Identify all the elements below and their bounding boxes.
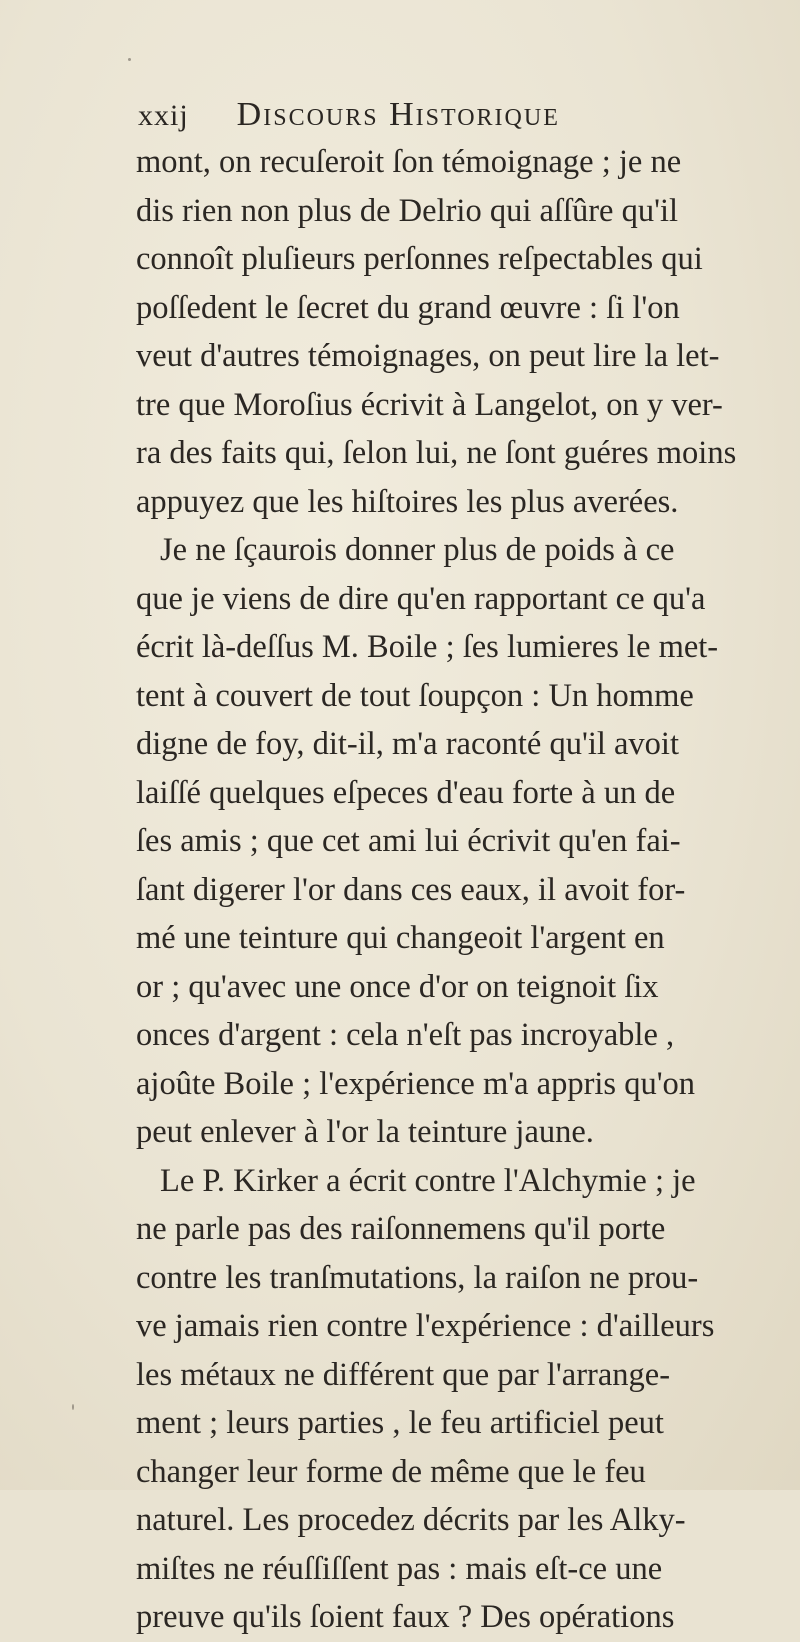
running-head: Discours Historique: [236, 96, 560, 133]
text-line: peut enlever à l'or la teinture jaune.: [136, 1114, 594, 1150]
text-line: veut d'autres témoignages, on peut lire la let-: [136, 338, 720, 374]
text-line: mé une teinture qui changeoit l'argent en: [136, 920, 665, 956]
text-line: ſes amis ; que cet ami lui écrivit qu'en fai-: [136, 823, 681, 859]
text-line: changer leur forme de même que le feu: [136, 1453, 646, 1490]
text-line: miſtes ne réuſſiſſent pas : mais eſt-ce une: [136, 1550, 663, 1587]
text-line: or ; qu'avec une once d'or on teignoit ſix: [136, 968, 659, 1005]
text-line: que je viens de dire qu'en rapportant ce qu'a: [136, 580, 706, 617]
text-line: onces d'argent : cela n'eſt pas incroyable ,: [136, 1017, 675, 1053]
text-line: laiſſé quelques eſpeces d'eau forte à un de: [136, 774, 676, 811]
text-line: naturel. Les procedez décrits par les Alky-: [136, 1502, 686, 1538]
paper-speck: [128, 58, 131, 61]
text-body: [136, 138, 776, 1642]
text-line: appuyez que les hiſtoires les plus averées.: [136, 483, 679, 520]
text-line: ve jamais rien contre l'expérience : d'ailleurs: [136, 1308, 715, 1344]
paper-speck: [72, 1404, 74, 1410]
text-line: ne parle pas des raiſonnemens qu'il porte: [136, 1211, 666, 1247]
text-line: ajoûte Boile ; l'expérience m'a appris qu'on: [136, 1065, 696, 1102]
text-line: dis rien non plus de Delrio qui aſſûre qu'il: [136, 192, 679, 229]
text-line: preuve qu'ils ſoient faux ? Des opérations: [136, 1599, 675, 1635]
text-line: tre que Moroſius écrivit à Langelot, on y ver-: [136, 386, 723, 423]
text-line: ſant digerer l'or dans ces eaux, il avoit for-: [136, 871, 686, 908]
text-line: écrit là-deſſus M. Boile ; ſes lumieres le met-: [136, 629, 719, 665]
text-line: contre les tranſmutations, la raiſon ne prou-: [136, 1259, 699, 1296]
page-number: xxij: [138, 99, 189, 132]
text-line: ment ; leurs parties , le feu artificiel peut: [136, 1405, 664, 1441]
text-line: tent à couvert de tout ſoupçon : Un homme: [136, 677, 694, 714]
paragraph-start-line: Le P. Kirker a écrit contre l'Alchymie ; je: [160, 1162, 696, 1199]
text-line: connoît pluſieurs perſonnes reſpectables qui: [136, 241, 703, 277]
text-line: mont, on recuſeroit ſon témoignage ; je ne: [136, 144, 682, 180]
text-line: digne de foy, dit-il, m'a raconté qu'il avoit: [136, 726, 679, 762]
paragraph-start-line: Je ne ſçaurois donner plus de poids à ce: [160, 532, 675, 568]
text-line: les métaux ne différent que par l'arrange-: [136, 1356, 671, 1393]
text-line: poſſedent le ſecret du grand œuvre : ſi l'on: [136, 289, 680, 326]
text-line: ra des faits qui, ſelon lui, ne ſont guéres moins: [136, 435, 737, 471]
